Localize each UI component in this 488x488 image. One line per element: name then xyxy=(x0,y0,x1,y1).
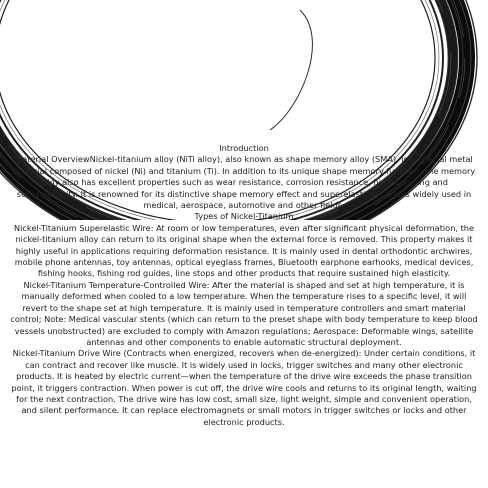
temperature-controlled-wire-paragraph: Nickel-Titanium Temperature-Controlled Wire: After the material is shaped and set at high temperature, it is manually deformed when cooled to a low temperature. When the temperature rises to a specific level, it will revert to the shape set at high temperature. It is mainly used in temperature controllers and smart material control; Note: Medical vascular stents (which can return to the preset shape with body temperature to keep blood vessels unobstructed) are excluded to comply with Amazon regulations; Aerospace: Deformable wings, satellite antennas and other components to enable automatic structural deployment. xyxy=(10,279,478,347)
material-overview-paragraph: Material OverviewNickel-titanium alloy (NiTi alloy), also known as shape memory alloy (SMA), is a special metal material composed of nickel (Ni) and titanium (Ti). In addition to its unique shape memory function, the memory alloy also has excellent properties such as wear resistance, corrosion resistance, high damping and superelasticity. It is renowned for its distinctive shape memory effect and superelasticity, and is widely used in medical, aerospace, automotive and other fields. xyxy=(12,154,476,211)
superelastic-wire-paragraph: Nickel-Titanium Superelastic Wire: At room or low temperatures, even after significant physical deformation, the nickel-titanium alloy can return to its original shape when the external force is removed. This property makes it highly useful in applications requiring deformation resistance. It is mainly used in dental orthodontic archwires, mobile phone antennas, toy antennas, optical eyeglass frames, Bluetooth earphone earhooks, medical devices, fishing hooks, fishing rod guides, line stops and other products that require sustained high elasticity. xyxy=(13,222,475,279)
introduction-heading: Introduction xyxy=(219,143,269,153)
product-description xyxy=(10,143,478,428)
types-heading: Types of Nickel-Titanium xyxy=(194,211,294,222)
drive-wire-paragraph: Nickel-Titanium Drive Wire (Contracts when energized, recovers when de-energized): Under certain conditions, it can contract and recover like muscle. It is widely used in locks, trigger switches and many other electronic products. It is heated by electric current—when the temperature of the drive wire exceeds the phase transition point, it triggers contraction. When power is cut off, the drive wire cools and returns to its original length, waiting for the next contraction. The drive wire has low cost, small size, light weight, simple and convenient operation, and silent performance. It can replace electromagnets or small motors in trigger switches or locks and other electronic products. xyxy=(11,348,477,427)
